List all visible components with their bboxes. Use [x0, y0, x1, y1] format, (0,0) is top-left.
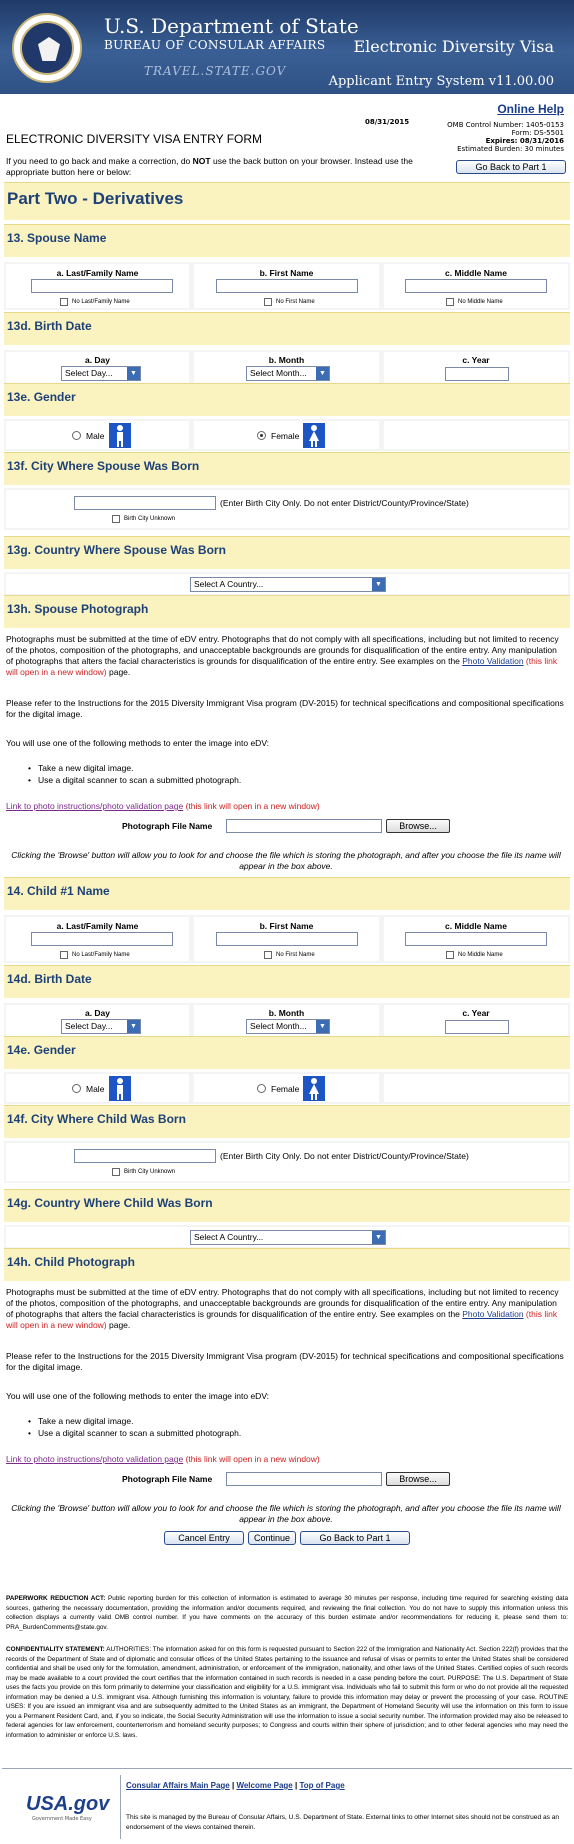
section-child-name: 14. Child #1 Name: [4, 877, 570, 910]
form-title: ELECTRONIC DIVERSITY VISA ENTRY FORM: [6, 132, 263, 146]
child-last-name-input[interactable]: [31, 932, 173, 946]
spouse-middle-name-input[interactable]: [405, 279, 547, 293]
photo-methods-text: You will use one of the following methods to enter the image into eDV:: [6, 738, 270, 748]
month-label: b. Month: [268, 1008, 305, 1018]
child-country-select[interactable]: Select A Country... ▼: [190, 1230, 386, 1245]
section-spouse-gender: 13e. Gender: [4, 383, 570, 416]
female-person-icon: [303, 423, 325, 448]
first-name-label: b. First Name: [259, 268, 314, 278]
part-title: Part Two - Derivatives: [4, 182, 570, 220]
spouse-photo-file-input[interactable]: [226, 819, 382, 833]
section-spouse-birth-date: 13d. Birth Date: [4, 312, 570, 345]
city-hint: (Enter Birth City Only. Do not enter District/County/Province/State): [220, 498, 469, 508]
usagov-logo[interactable]: USA.gov: [26, 1793, 110, 1815]
spouse-city-row: [4, 488, 570, 530]
city-unknown-checkbox[interactable]: [112, 515, 120, 523]
section-spouse-country: 13g. Country Where Spouse Was Born: [4, 536, 570, 569]
no-last-name-label: No Last/Family Name: [72, 952, 130, 958]
go-back-to-part1-button[interactable]: Go Back to Part 1: [300, 1531, 410, 1545]
list-item: • Take a new digital image.: [38, 762, 241, 774]
footer-links: Consular Affairs Main Page | Welcome Page | Top of Page: [126, 1781, 345, 1790]
empty-cell: [384, 421, 568, 449]
photo-instructions-link[interactable]: Link to photo instructions/photo validation page: [6, 801, 184, 811]
photo-requirements-text: Photographs must be submitted at the time of eDV entry. Photographs that do not comply with all specifications, including but not limited to recency of the photos, composition of the photographs, and unacceptable backgrounds are grounds for disqualification of the entire entry. Any manipulation of photographs that alters the facial characteristics is grounds for disqualification of the entire entry. See examples on the Photo Validation (this link will open in a new window) page.: [6, 1287, 559, 1330]
no-first-name-label: No First Name: [276, 299, 315, 305]
child-year-input[interactable]: [445, 1020, 509, 1034]
spouse-gender-row: [4, 419, 570, 451]
section-child-gender: 14e. Gender: [4, 1036, 570, 1069]
male-person-icon: [109, 1076, 131, 1101]
section-child-city: 14f. City Where Child Was Born: [4, 1105, 570, 1138]
child-city-input[interactable]: [74, 1149, 216, 1163]
section-spouse-photo: 13h. Spouse Photograph: [4, 595, 570, 628]
spouse-city-input[interactable]: [74, 496, 216, 510]
spouse-birth-row: [4, 350, 570, 386]
female-person-icon: [303, 1076, 325, 1101]
year-label: c. Year: [462, 355, 490, 365]
omb-line: Estimated Burden: 30 minutes: [457, 145, 564, 153]
cancel-entry-button[interactable]: Cancel Entry: [164, 1531, 244, 1545]
no-first-name-checkbox[interactable]: [264, 951, 272, 959]
app-name: Electronic Diversity Visa: [353, 37, 554, 56]
photo-specs-text: Please refer to the Instructions for the 2015 Diversity Immigrant Visa program (DV-2015) for technical specifications and compositional specifications for the digital image.: [6, 1351, 564, 1372]
no-middle-name-label: No Middle Name: [458, 299, 503, 305]
month-label: b. Month: [268, 355, 305, 365]
child-day-select[interactable]: Select Day... ▼: [61, 1019, 141, 1034]
footer-link-consular[interactable]: Consular Affairs Main Page: [126, 1781, 230, 1790]
header-banner: [0, 0, 574, 94]
footer-link-welcome[interactable]: Welcome Page: [236, 1781, 293, 1790]
photo-methods-list: [38, 762, 241, 786]
section-child-photo: 14h. Child Photograph: [4, 1248, 570, 1281]
photo-methods-text: You will use one of the following methods to enter the image into eDV:: [6, 1391, 270, 1401]
male-person-icon: [109, 423, 131, 448]
no-middle-name-checkbox[interactable]: [446, 298, 454, 306]
no-first-name-label: No First Name: [276, 952, 315, 958]
back-note: If you need to go back and make a correction, do NOT use the back button on your browser. Instead use the appropriate button here or below:: [6, 156, 413, 177]
middle-name-label: c. Middle Name: [445, 268, 507, 278]
no-middle-name-label: No Middle Name: [458, 952, 503, 958]
child-city-row: [4, 1141, 570, 1183]
footer-note: This site is managed by the Bureau of Consular Affairs, U.S. Department of State. External links to other Internet sites should not be construed as an endorsement of the views contained therein.: [126, 1814, 560, 1831]
omb-line: Form: DS-5501: [511, 129, 564, 137]
city-hint: (Enter Birth City Only. Do not enter District/County/Province/State): [220, 1151, 469, 1161]
omb-info: [447, 121, 564, 153]
no-last-name-checkbox[interactable]: [60, 951, 68, 959]
section-spouse-name: 13. Spouse Name: [4, 224, 570, 257]
no-middle-name-checkbox[interactable]: [446, 951, 454, 959]
footer-link-top[interactable]: Top of Page: [299, 1781, 345, 1790]
list-item: • Take a new digital image.: [38, 1415, 241, 1427]
section-child-birth-date: 14d. Birth Date: [4, 965, 570, 998]
confidentiality-statement: CONFIDENTIALITY STATEMENT: AUTHORITIES: The information asked for on this form is requested pursuant to Section 222 of the Immigration and Nationality Act. Section 222(f) provides that the records of the Department of State and of diplomatic and consular offices of the United States pertaining to the issuance and refusal of visas or permits to enter the United States shall be considered confidential and shall be used only for the formulation, amendment, administration, or enforcement of the immigration, nationality, and other laws of the United States. Certified copies of such records may be made available to a court provided the court certifies that the information contained in such records is needed in a case pending before the court. PURPOSE: The U.S. Department of State uses the facts you provide on this form primarily to determine your classification and eligibility for a U.S. immigrant visa. Individuals who fail to submit this form or who do not provide all the requested information may be denied a U.S. immigrant visa. Although furnishing this information is voluntary, failure to provide this information may delay or prevent the processing of your case. ROUTINE USES: If you are issued an immigrant visa and are subsequently admitted to the United States as an immigrant, the Department of Homeland Security will use the information on this form to issue you a Permanent Resident Card, and, if you so indicate, the Social Security Administration will use the information to issue a social security number. The information provided may also be released to federal agencies for law enforcement, counterterrorism and homeland security purposes; to Congress and courts within their sphere of jurisdiction; and to other federal agencies who may need the information to administer or enforce U.S. laws.: [6, 1646, 568, 1739]
city-unknown-label: Birth City Unknown: [124, 1169, 176, 1175]
spouse-female-radio[interactable]: [257, 431, 266, 440]
female-label: Female: [271, 431, 300, 441]
city-unknown-label: Birth City Unknown: [124, 516, 176, 522]
form-date: 08/31/2015: [365, 118, 410, 126]
browse-note: Clicking the 'Browse' button will allow you to look for and choose the file which is storing the photograph, and after you choose the file its name will appear in the box above.: [11, 850, 561, 871]
browse-note: Clicking the 'Browse' button will allow you to look for and choose the file which is storing the photograph, and after you choose the file its name will appear in the box above.: [11, 1503, 561, 1524]
photo-instructions-line: Link to photo instructions/photo validation page (this link will open in a new window): [6, 801, 320, 811]
photo-instructions-link[interactable]: Link to photo instructions/photo validation page: [6, 1454, 184, 1464]
empty-cell: [384, 1074, 568, 1102]
chevron-down-icon: ▼: [127, 1020, 140, 1033]
child-gender-row: [4, 1072, 570, 1104]
child-female-radio[interactable]: [257, 1084, 266, 1093]
child-birth-row: [4, 1003, 570, 1039]
system-version: Applicant Entry System v11.00.00: [328, 74, 554, 89]
photo-validation-link[interactable]: Photo Validation: [462, 656, 524, 666]
year-label: c. Year: [462, 1008, 490, 1018]
photo-instructions-line: Link to photo instructions/photo validation page (this link will open in a new window): [6, 1454, 320, 1464]
child-month-select[interactable]: Select Month... ▼: [246, 1019, 330, 1034]
spouse-year-input[interactable]: [445, 367, 509, 381]
child-male-radio[interactable]: [72, 1084, 81, 1093]
paperwork-reduction-act: PAPERWORK REDUCTION ACT: Public reporting burden for this collection of information is estimated to average 30 minutes per response, including time required for searching existing data sources, gathering the necessary documentation, providing the information and/or documents required, and reviewing the final collection. You do not have to supply this information unless this collection displays a currently valid OMB control number. If you have comments on the accuracy of this burden estimate and/or recommendations for reducing it, please send them to: PRA_BurdenComments@state.gov.: [6, 1595, 569, 1631]
first-name-label: b. First Name: [259, 921, 314, 931]
omb-line: OMB Control Number: 1405-0153: [447, 121, 564, 129]
day-label: a. Day: [84, 1008, 111, 1018]
no-first-name-checkbox[interactable]: [264, 298, 272, 306]
photo-methods-list: [38, 1415, 241, 1439]
omb-line: Expires: 08/31/2016: [485, 137, 564, 145]
spouse-country-select[interactable]: Select A Country... ▼: [190, 577, 386, 592]
section-spouse-city: 13f. City Where Spouse Was Born: [4, 452, 570, 485]
department-title: U.S. Department of State: [104, 14, 359, 38]
chevron-down-icon: ▼: [372, 1231, 385, 1244]
child-country-row: [4, 1225, 570, 1249]
spouse-photo-row: [4, 815, 570, 837]
list-item: • Use a digital scanner to scan a submitted photograph.: [38, 1427, 241, 1439]
child-browse-button[interactable]: Browse...: [386, 1472, 450, 1486]
child-photo-file-input[interactable]: [226, 1472, 382, 1486]
continue-button[interactable]: Continue: [248, 1531, 296, 1545]
day-label: a. Day: [84, 355, 111, 365]
go-back-to-part1-button[interactable]: Go Back to Part 1: [456, 160, 566, 174]
bureau-title: BUREAU OF CONSULAR AFFAIRS: [104, 38, 326, 52]
chevron-down-icon: ▼: [372, 578, 385, 591]
photo-file-label: Photograph File Name: [122, 1474, 213, 1484]
city-unknown-checkbox[interactable]: [112, 1168, 120, 1176]
spouse-male-radio[interactable]: [72, 431, 81, 440]
chevron-down-icon: ▼: [316, 1020, 329, 1033]
no-last-name-checkbox[interactable]: [60, 298, 68, 306]
last-name-label: a. Last/Family Name: [56, 921, 139, 931]
online-help-link[interactable]: Online Help: [497, 102, 564, 116]
child-first-name-input[interactable]: [216, 932, 358, 946]
female-label: Female: [271, 1084, 300, 1094]
state-department-seal-icon: [12, 13, 82, 83]
child-photo-row: [4, 1468, 570, 1490]
usagov-tagline: Government Made Easy: [32, 1816, 92, 1822]
spouse-first-name-input[interactable]: [216, 279, 358, 293]
male-label: Male: [86, 431, 105, 441]
travel-site-name: TRAVEL.STATE.GOV: [144, 64, 287, 78]
last-name-label: a. Last/Family Name: [56, 268, 139, 278]
footer: [2, 1768, 572, 1842]
no-last-name-label: No Last/Family Name: [72, 299, 130, 305]
list-item: • Use a digital scanner to scan a submitted photograph.: [38, 774, 241, 786]
middle-name-label: c. Middle Name: [445, 921, 507, 931]
male-label: Male: [86, 1084, 105, 1094]
chevron-down-icon: ▼: [127, 367, 140, 380]
spouse-country-row: [4, 572, 570, 596]
section-child-country: 14g. Country Where Child Was Born: [4, 1189, 570, 1222]
spouse-last-name-input[interactable]: [31, 279, 173, 293]
child-middle-name-input[interactable]: [405, 932, 547, 946]
spouse-name-row: [4, 262, 570, 310]
spouse-month-select[interactable]: Select Month... ▼: [246, 366, 330, 381]
photo-requirements-text: Photographs must be submitted at the time of eDV entry. Photographs that do not comply with all specifications, including but not limited to recency of the photos, composition of the photographs, and unacceptable backgrounds are grounds for disqualification of the entire entry. Any manipulation of photographs that alters the facial characteristics is grounds for disqualification of the entire entry. See examples on the Photo Validation (this link will open in a new window) page.: [6, 634, 559, 677]
child-name-row: [4, 915, 570, 963]
spouse-day-select[interactable]: Select Day... ▼: [61, 366, 141, 381]
photo-validation-link[interactable]: Photo Validation: [462, 1309, 524, 1319]
photo-specs-text: Please refer to the Instructions for the 2015 Diversity Immigrant Visa program (DV-2015) for technical specifications and compositional specifications for the digital image.: [6, 698, 564, 719]
spouse-browse-button[interactable]: Browse...: [386, 819, 450, 833]
chevron-down-icon: ▼: [316, 367, 329, 380]
photo-file-label: Photograph File Name: [122, 821, 213, 831]
